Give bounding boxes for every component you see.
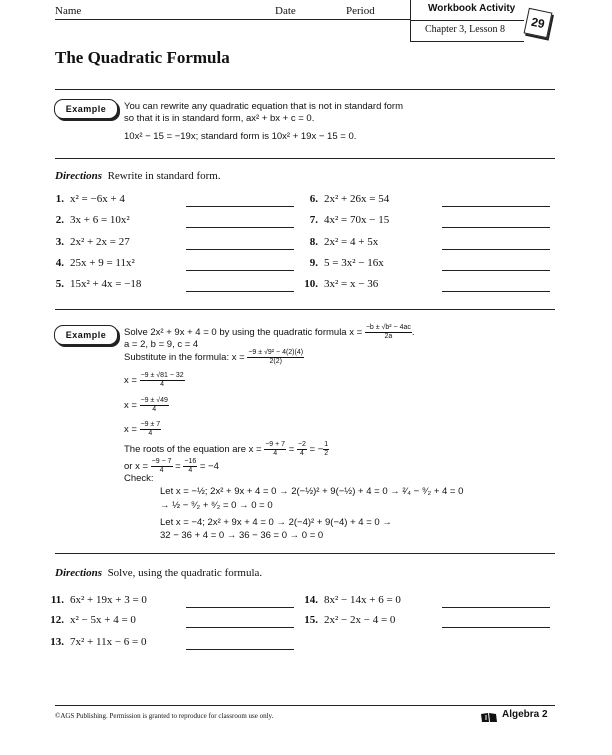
problem-equation: 2x² + 26x = 54 [324, 193, 390, 205]
example2-check: Check: [124, 473, 154, 484]
example2-check2: → ½ − ⁹⁄₂ + ⁸⁄₂ = 0 → 0 = 0 [160, 500, 273, 511]
directions-text: Rewrite in standard form. [107, 170, 221, 182]
problem-item [300, 257, 384, 269]
example2-roots: The roots of the equation are x = $\frac{-9 + 7}{4}$ = $\frac{-2}{4}$ = − $\frac{1}{2}$ [124, 441, 329, 457]
answer-blank[interactable] [186, 227, 294, 228]
example1-line1: You can rewrite any quadratic equation that is not in standard form [124, 101, 404, 112]
example1-line3: 10x² − 15 = −19x; standard form is 10x² + 19x − 15 = 0. [124, 131, 357, 142]
problem-number: 15. [304, 614, 318, 626]
problem-number: 3. [55, 236, 64, 248]
section-divider [55, 309, 555, 310]
example2-or: or x = $\frac{-9 - 7}{4}$ = $\frac{-16}{4}$ = −4 [124, 458, 219, 474]
problem-number: 5. [55, 278, 64, 290]
lesson-label: Chapter 3, Lesson 8 [425, 24, 505, 35]
problem-equation: 25x + 9 = 11x² [70, 257, 135, 269]
problem-equation: x² = −6x + 4 [70, 193, 125, 205]
answer-blank[interactable] [186, 627, 294, 628]
problem-number: 12. [50, 614, 64, 626]
example2-check4: 32 − 36 + 4 = 0 → 36 − 36 = 0 → 0 = 0 [160, 530, 324, 541]
problem-number: 6. [309, 193, 318, 205]
directions-label: Directions [55, 170, 103, 182]
problem-equation: 7x² + 11x − 6 = 0 [70, 636, 147, 648]
problem-item [300, 236, 378, 248]
problem-equation: 3x + 6 = 10x² [70, 214, 130, 226]
problem-number: 4. [55, 257, 64, 269]
problem-item [300, 614, 395, 626]
header-underline [55, 19, 410, 20]
problem-item [300, 594, 401, 606]
page-title: The Quadratic Formula [55, 48, 230, 67]
directions-1 [55, 170, 221, 182]
directions-text: Solve, using the quadratic formula. [107, 567, 263, 579]
problem-equation: 15x² + 4x = −18 [70, 278, 142, 290]
example2-solve: Solve 2x² + 9x + 4 = 0 by using the quadratic formula x = $\frac{\text{−b ± √b² − 4ac}}{2a}$ . [124, 324, 415, 340]
answer-blank[interactable] [442, 627, 550, 628]
answer-blank[interactable] [186, 607, 294, 608]
problem-equation: 2x² − 2x − 4 = 0 [324, 614, 396, 626]
page-number: 29 [530, 14, 546, 32]
title-divider [55, 89, 555, 90]
example-badge: Example [54, 99, 118, 119]
problem-equation: 3x² = x − 36 [324, 278, 379, 290]
problem-number: 2. [55, 214, 64, 226]
activity-label: Workbook Activity [428, 3, 516, 14]
activity-box [410, 0, 524, 42]
problem-item [46, 257, 135, 269]
answer-blank[interactable] [186, 270, 294, 271]
answer-blank[interactable] [442, 607, 550, 608]
problem-item [300, 214, 389, 226]
problem-number: 1. [55, 193, 64, 205]
example-badge: Example [54, 325, 118, 345]
problem-item [46, 614, 136, 626]
problem-equation: 6x² + 19x + 3 = 0 [70, 594, 147, 606]
answer-blank[interactable] [186, 249, 294, 250]
example2-check3: Let x = −4; 2x² + 9x + 4 = 0 → 2(−4)² + 9(−4) + 4 = 0 → [160, 517, 392, 528]
problem-item [300, 193, 389, 205]
problem-item [46, 193, 125, 205]
example2-substitute: Substitute in the formula: x = $\frac{\text{−9 ± √9² − 4(2)(4)}}{2(2)}$ [124, 349, 304, 365]
problem-item [46, 214, 130, 226]
section-divider [55, 158, 555, 159]
example2-step2: x = $\frac{-9 \pm √49}{4}$ [124, 397, 168, 413]
problem-number: 11. [50, 594, 64, 606]
book-title: Algebra 2 [502, 709, 548, 720]
copyright-text: ©AGS Publishing. Permission is granted to reproduce for classroom use only. [55, 712, 274, 720]
problem-equation: 2x² = 4 + 5x [324, 236, 379, 248]
problem-item [46, 636, 147, 648]
problem-equation: x² − 5x + 4 = 0 [70, 614, 136, 626]
answer-blank[interactable] [442, 249, 550, 250]
problem-equation: 8x² − 14x + 6 = 0 [324, 594, 401, 606]
problem-number: 9. [309, 257, 318, 269]
example2-step1: x = $\frac{-9 \pm √81 - 32}{4}$ [124, 372, 184, 388]
problem-number: 10. [304, 278, 318, 290]
footer-divider [55, 705, 555, 706]
problem-item [300, 278, 378, 290]
answer-blank[interactable] [442, 270, 550, 271]
directions-label: Directions [55, 567, 103, 579]
problem-equation: 4x² = 70x − 15 [324, 214, 390, 226]
problem-equation: 2x² + 2x = 27 [70, 236, 130, 248]
section-divider [55, 553, 555, 554]
directions-2 [55, 567, 262, 579]
problem-item [46, 278, 141, 290]
example2-check1: Let x = −½; 2x² + 9x + 4 = 0 → 2(−½)² + 9(−½) + 4 = 0 → ²⁄₄ − ⁹⁄₂ + 4 = 0 [160, 486, 464, 497]
problem-number: 13. [50, 636, 64, 648]
period-label: Period [346, 5, 375, 17]
answer-blank[interactable] [442, 206, 550, 207]
example2-step3: x = $\frac{-9 \pm 7}{4}$ [124, 421, 161, 437]
problem-number: 7. [309, 214, 318, 226]
date-label: Date [275, 5, 296, 17]
page-number-badge [524, 8, 553, 38]
answer-blank[interactable] [442, 291, 550, 292]
answer-blank[interactable] [186, 206, 294, 207]
problem-item [46, 594, 147, 606]
answer-blank[interactable] [186, 291, 294, 292]
problem-item [46, 236, 130, 248]
book-icon [480, 710, 498, 721]
problem-number: 8. [309, 236, 318, 248]
answer-blank[interactable] [442, 227, 550, 228]
example1-line2: so that it is in standard form, ax² + bx + c = 0. [124, 113, 315, 124]
answer-blank[interactable] [186, 649, 294, 650]
example2-coeffs: a = 2, b = 9, c = 4 [124, 339, 199, 350]
problem-number: 14. [304, 594, 318, 606]
name-label: Name [55, 5, 82, 17]
problem-equation: 5 = 3x² − 16x [324, 257, 384, 269]
